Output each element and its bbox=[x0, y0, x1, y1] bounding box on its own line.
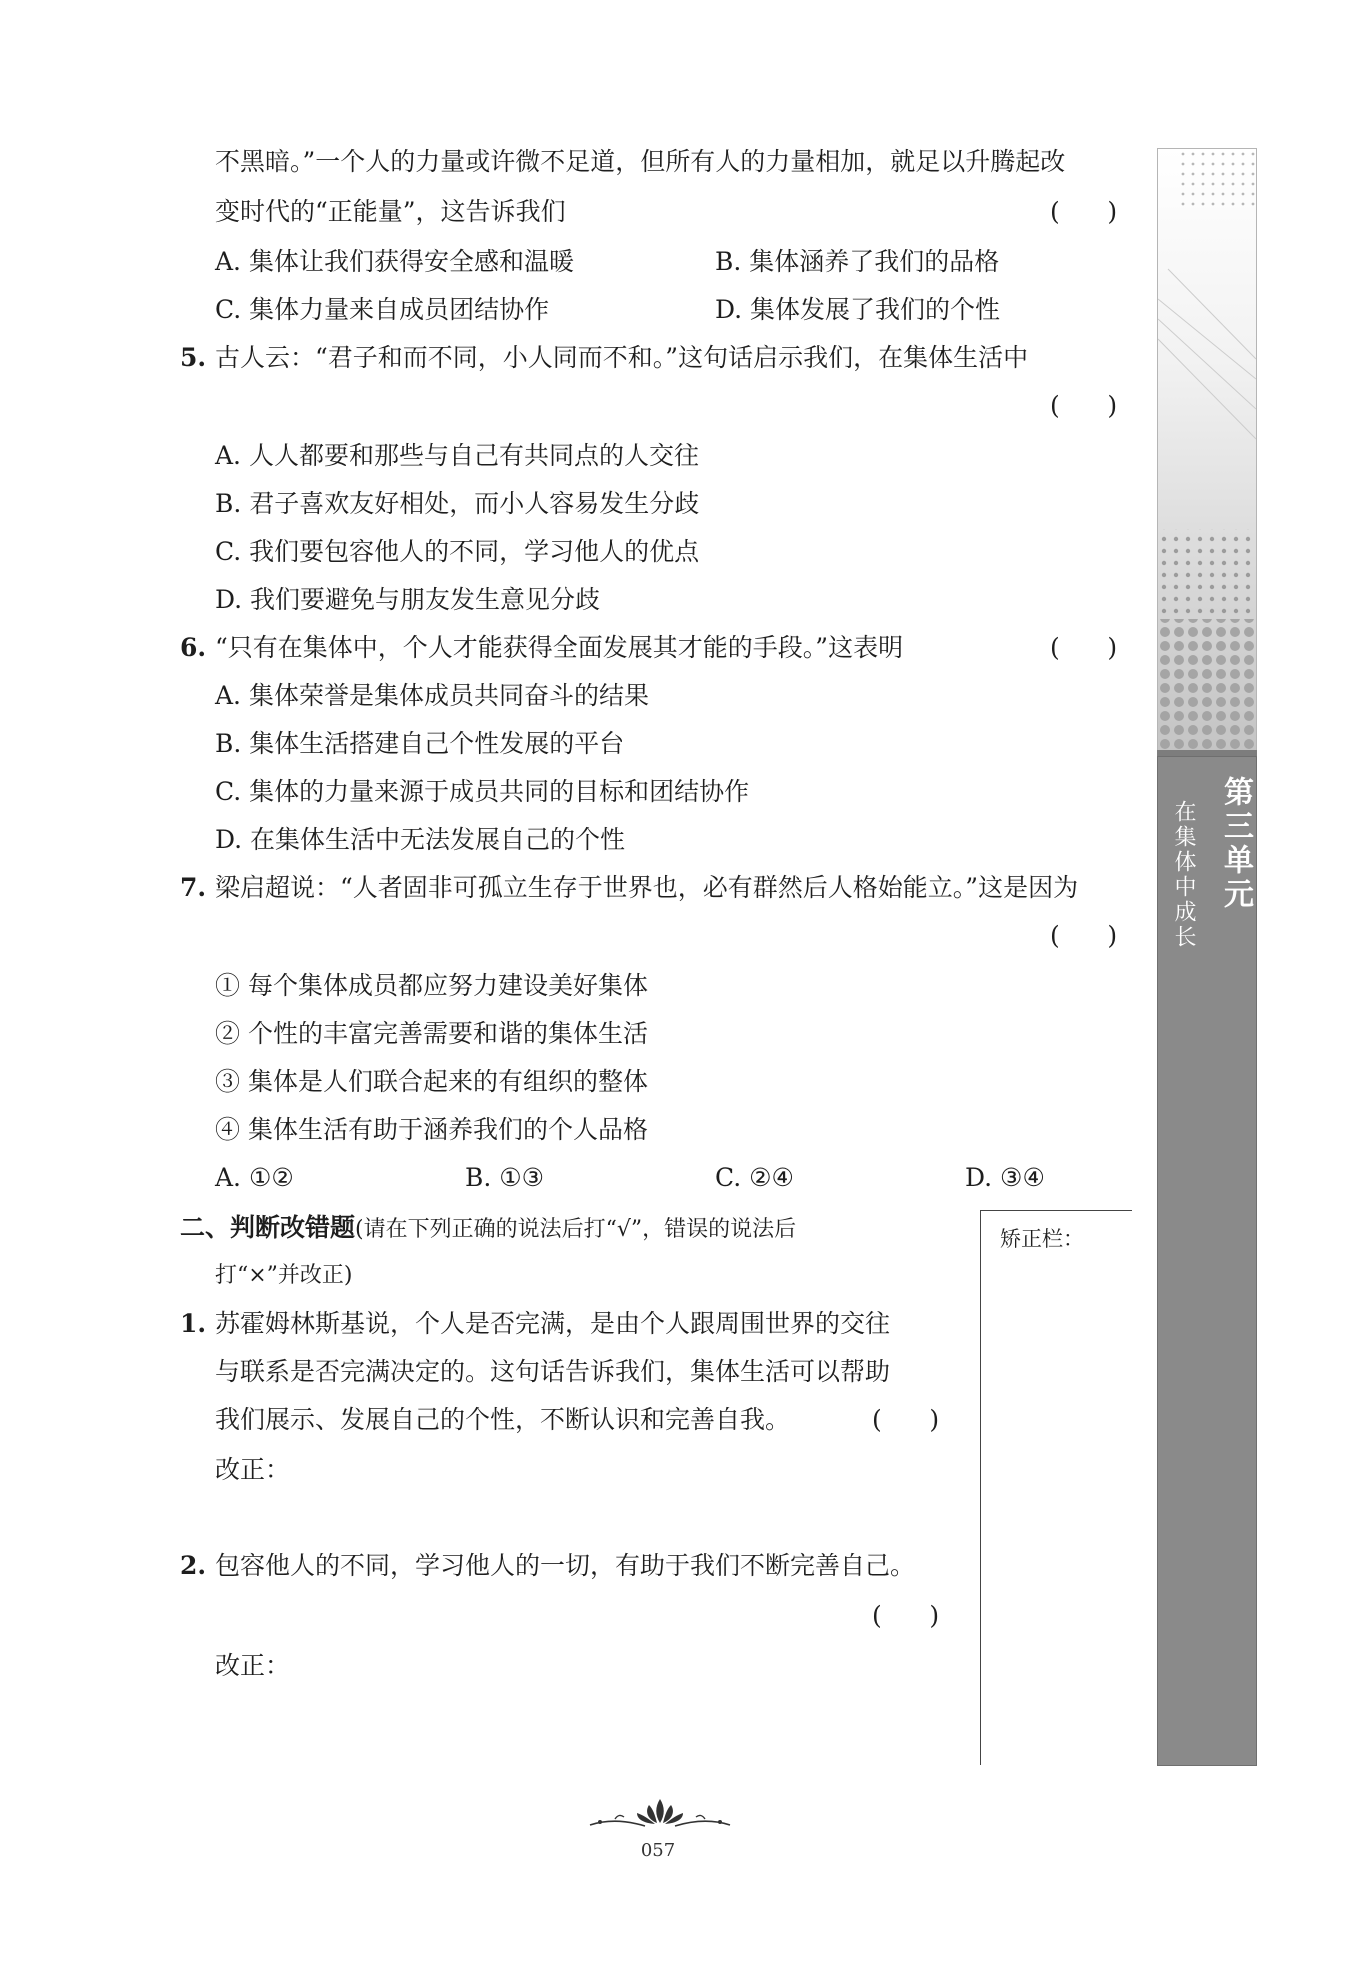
judge1-number: 1. bbox=[180, 1309, 207, 1338]
q4-stem-line1: 不黑暗。”一个人的力量或许微不足道，但所有人的力量相加，就足以升腾起改 bbox=[215, 147, 1066, 176]
unit-subtitle: 在集体中成长 bbox=[1171, 800, 1196, 950]
q7-option-b: B. ①③ bbox=[465, 1163, 545, 1192]
q7-statement-4: ④ 集体生活有助于涵养我们的个人品格 bbox=[215, 1115, 648, 1144]
q7-stem: 梁启超说：“人者固非可孤立生存于世界也，必有群然后人格始能立。”这是因为 bbox=[215, 873, 1079, 902]
q6-option-c: C. 集体的力量来源于成员共同的目标和团结协作 bbox=[215, 777, 750, 806]
q4-option-d: D. 集体发展了我们的个性 bbox=[715, 295, 1001, 324]
judge2-correction-area[interactable] bbox=[300, 1648, 940, 1748]
judge2-line1: 包容他人的不同，学习他人的一切，有助于我们不断完善自己。 bbox=[215, 1551, 916, 1580]
section2-title: 二、判断改错题 bbox=[180, 1213, 356, 1242]
q5-option-b: B. 君子喜欢友好相处，而小人容易发生分歧 bbox=[215, 489, 700, 518]
judge2-number: 2. bbox=[180, 1551, 207, 1580]
side-tab-decoration bbox=[1157, 148, 1257, 751]
q7-option-a: A. ①② bbox=[215, 1163, 294, 1192]
q7-option-c: C. ②④ bbox=[715, 1163, 794, 1192]
q6-stem: “只有在集体中，个人才能获得全面发展其才能的手段。”这表明 bbox=[215, 633, 904, 662]
judge1-line2: 与联系是否完满决定的。这句话告诉我们，集体生活可以帮助 bbox=[215, 1357, 891, 1386]
judge1-correction-label: 改正： bbox=[215, 1455, 291, 1484]
halftone-pattern bbox=[1158, 149, 1256, 751]
q7-statement-1: ① 每个集体成员都应努力建设美好集体 bbox=[215, 971, 648, 1000]
correction-column-label: 矫正栏： bbox=[1000, 1227, 1084, 1251]
q5-option-c: C. 我们要包容他人的不同，学习他人的优点 bbox=[215, 537, 700, 566]
q7-statement-2: ② 个性的丰富完善需要和谐的集体生活 bbox=[215, 1019, 648, 1048]
judge1-answer-bracket[interactable]: ( ) bbox=[872, 1405, 940, 1434]
section2-heading bbox=[180, 1210, 796, 1248]
q5-option-a: A. 人人都要和那些与自己有共同点的人交往 bbox=[215, 441, 699, 470]
section2-note-line2: 打“×”并改正) bbox=[215, 1263, 353, 1288]
judge1-line1: 苏霍姆林斯基说，个人是否完满，是由个人跟周围世界的交往 bbox=[215, 1309, 891, 1338]
q5-answer-bracket[interactable]: ( ) bbox=[1050, 391, 1118, 420]
judge2-answer-bracket[interactable]: ( ) bbox=[872, 1601, 940, 1630]
q7-option-d: D. ③④ bbox=[965, 1163, 1045, 1192]
q6-option-b: B. 集体生活搭建自己个性发展的平台 bbox=[215, 729, 625, 758]
q4-option-b: B. 集体涵养了我们的品格 bbox=[715, 247, 1000, 276]
q7-number: 7. bbox=[180, 873, 207, 902]
q6-option-d: D. 在集体生活中无法发展自己的个性 bbox=[215, 825, 626, 854]
q7-statement-3: ③ 集体是人们联合起来的有组织的整体 bbox=[215, 1067, 648, 1096]
q5-stem: 古人云：“君子和而不同，小人同而不和。”这句话启示我们，在集体生活中 bbox=[215, 343, 1029, 372]
q6-number: 6. bbox=[180, 633, 207, 662]
q5-number: 5. bbox=[180, 343, 207, 372]
q6-option-a: A. 集体荣誉是集体成员共同奋斗的结果 bbox=[215, 681, 649, 710]
judge1-line3: 我们展示、发展自己的个性，不断认识和完善自我。 bbox=[215, 1405, 791, 1434]
section2-note-line1: (请在下列正确的说法后打“√”，错误的说法后 bbox=[355, 1217, 797, 1242]
judge1-correction-area[interactable] bbox=[300, 1452, 940, 1532]
judge2-correction-label: 改正： bbox=[215, 1651, 291, 1680]
q5-option-d: D. 我们要避免与朋友发生意见分歧 bbox=[215, 585, 601, 614]
q4-stem-line2: 变时代的“正能量”，这告诉我们 bbox=[215, 197, 566, 226]
unit-title: 第三单元 bbox=[1218, 776, 1253, 912]
correction-column[interactable] bbox=[980, 1210, 1132, 1765]
floral-ornament-icon bbox=[585, 1795, 735, 1835]
q4-option-a: A. 集体让我们获得安全感和温暖 bbox=[215, 247, 574, 276]
page-number: 057 bbox=[640, 1840, 676, 1861]
q4-answer-bracket[interactable]: ( ) bbox=[1050, 197, 1118, 226]
q6-answer-bracket[interactable]: ( ) bbox=[1050, 633, 1118, 662]
q4-option-c: C. 集体力量来自成员团结协作 bbox=[215, 295, 550, 324]
q7-answer-bracket[interactable]: ( ) bbox=[1050, 921, 1118, 950]
